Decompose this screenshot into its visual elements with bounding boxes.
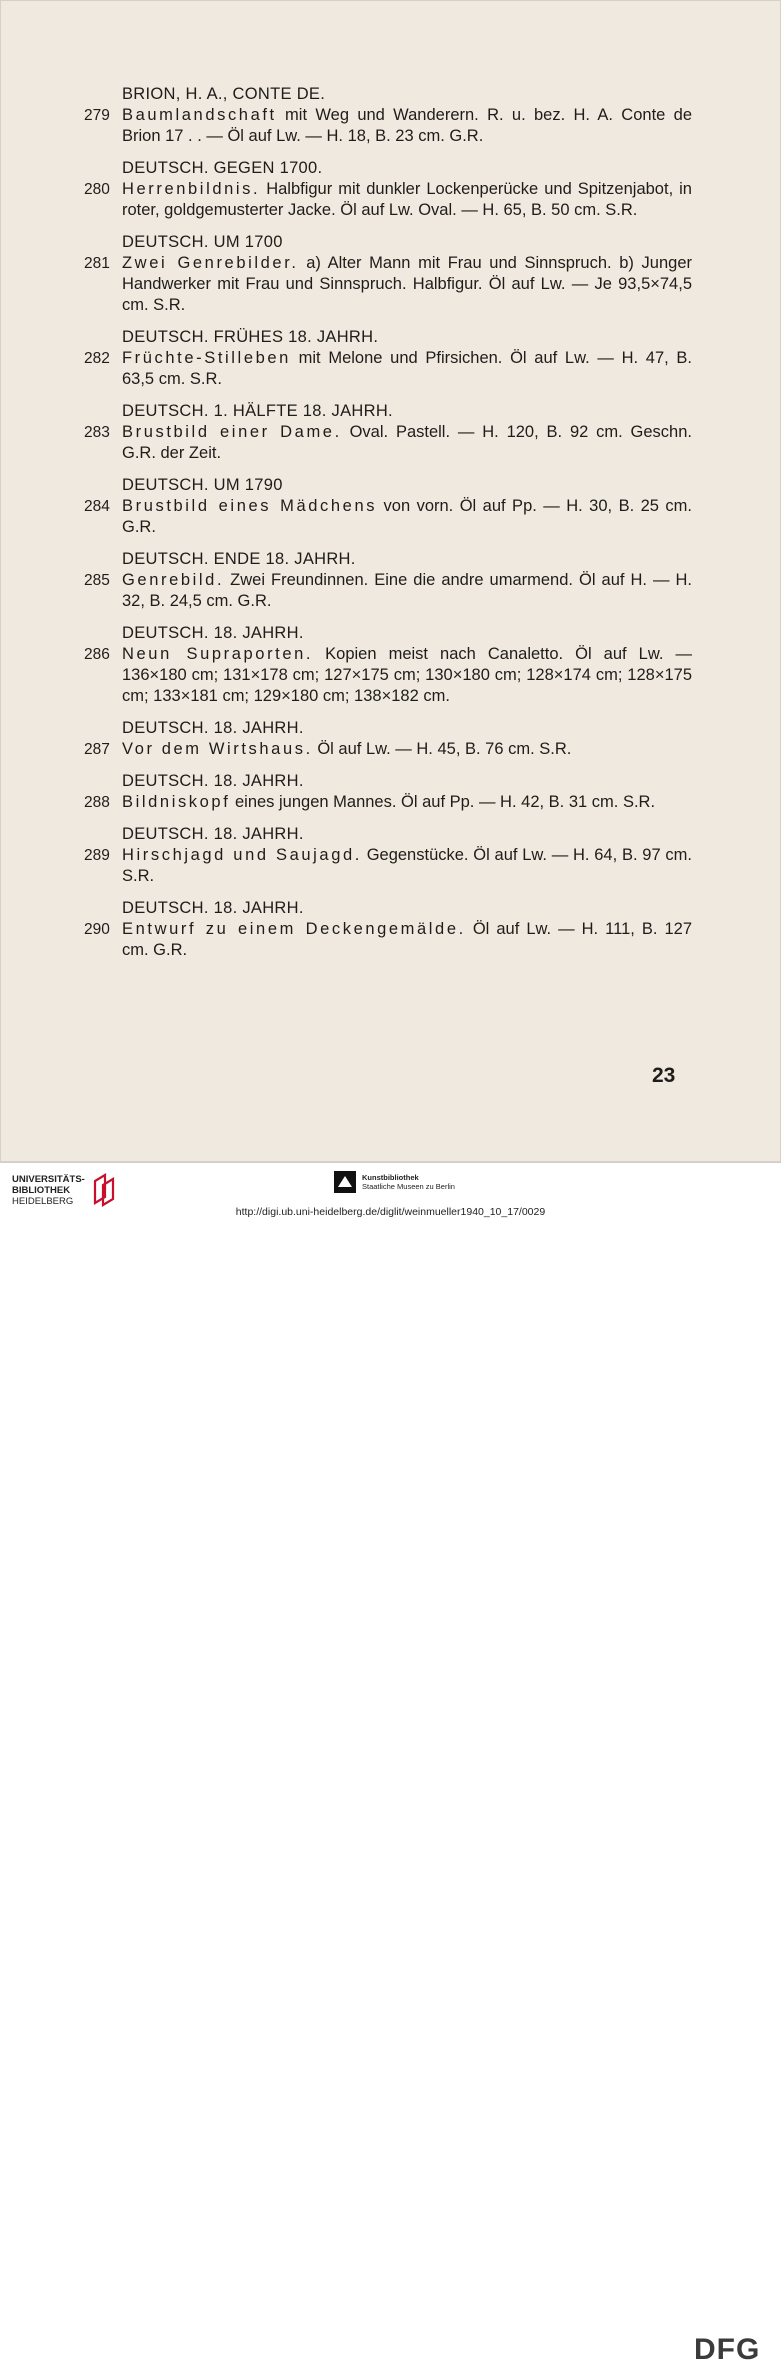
lot-details: Oval. Pastell. — H. 120, B. 92 cm. Geschn. G.R. der Zeit.	[122, 423, 692, 462]
kunstbibliothek-emblem-icon	[334, 1171, 356, 1193]
lot-details: mit Weg und Wanderern. R. u. bez. H. A. Conte de Brion 17 . . — Öl auf Lw. — H. 18, B. 23 cm. G.R.	[122, 106, 692, 145]
lot-description	[122, 739, 692, 760]
catalogue-entry	[84, 771, 692, 813]
artist-heading: DEUTSCH. 18. JAHRH.	[122, 899, 304, 917]
kunstbibliothek-logo[interactable]	[334, 1171, 455, 1193]
lot-description	[122, 644, 692, 707]
heidelberg-library-logo[interactable]	[12, 1173, 117, 1207]
lot-title: Herrenbildnis.	[122, 180, 261, 198]
page-number: 23	[652, 1064, 676, 1087]
kb-line-1: Kunstbibliothek	[362, 1173, 419, 1182]
artist-heading: DEUTSCH. 18. JAHRH.	[122, 624, 304, 642]
catalogue-entry	[84, 232, 692, 316]
library-emblem-icon	[91, 1173, 117, 1207]
lot-details: von vorn. Öl auf Pp. — H. 30, B. 25 cm. G.R.	[122, 497, 692, 536]
lot-number: 282	[84, 350, 110, 367]
lot-title: Baumlandschaft	[122, 106, 277, 124]
lot-title: Bildniskopf	[122, 793, 231, 811]
lot-number: 284	[84, 498, 110, 515]
lot-title: Zwei Genrebilder.	[122, 254, 299, 272]
lot-title: Vor dem Wirtshaus.	[122, 740, 313, 758]
catalogue-entry	[84, 718, 692, 760]
lot-description	[122, 179, 692, 221]
catalogue-entry	[84, 158, 692, 221]
lot-number: 290	[84, 921, 110, 938]
lot-details: Kopien meist nach Canaletto. Öl auf Lw. — 136×180 cm; 131×178 cm; 127×175 cm; 130×180 cm; 128×174 cm; 128×175 cm; 133×181 cm; 129×180 cm; 138×182 cm.	[122, 645, 692, 705]
artist-heading: DEUTSCH. 1. HÄLFTE 18. JAHRH.	[122, 402, 393, 420]
lot-description	[122, 105, 692, 147]
lot-title: Hirschjagd und Saujagd.	[122, 846, 362, 864]
artist-heading: DEUTSCH. 18. JAHRH.	[122, 719, 304, 737]
lot-title: Brustbild eines Mädchens	[122, 497, 378, 515]
dfg-logo[interactable]: DFG	[694, 2333, 761, 2366]
lot-number: 279	[84, 107, 110, 124]
catalogue-entry	[84, 824, 692, 887]
lot-description	[122, 496, 692, 538]
lot-description	[122, 845, 692, 887]
scanned-page	[0, 0, 781, 1162]
lot-details: Öl auf Lw. — H. 111, B. 127 cm. G.R.	[122, 920, 692, 959]
lot-description	[122, 919, 692, 961]
lot-details: Zwei Freundinnen. Eine die andre umarmend. Öl auf H. — H. 32, B. 24,5 cm. G.R.	[122, 571, 692, 610]
lot-title: Entwurf zu einem Deckengemälde.	[122, 920, 466, 938]
artist-heading: DEUTSCH. 18. JAHRH.	[122, 825, 304, 843]
lot-number: 283	[84, 424, 110, 441]
kb-line-2: Staatliche Museen zu Berlin	[362, 1182, 455, 1191]
lot-title: Brustbild einer Dame.	[122, 423, 342, 441]
lot-description	[122, 253, 692, 316]
catalogue-entry	[84, 401, 692, 464]
lot-details: Halbfigur mit dunkler Lockenperücke und Spitzenjabot, in roter, goldgemusterter Jacke. Öl auf Lw. Oval. — H. 65, B. 50 cm. S.R.	[122, 180, 692, 219]
lot-details: eines jungen Mannes. Öl auf Pp. — H. 42, B. 31 cm. S.R.	[230, 793, 656, 811]
lot-title: Früchte-Stilleben	[122, 349, 291, 367]
lot-details: Öl auf Lw. — H. 45, B. 76 cm. S.R.	[312, 740, 572, 758]
lot-number: 288	[84, 794, 110, 811]
lot-number: 287	[84, 741, 110, 758]
catalogue-entry	[84, 898, 692, 961]
lot-number: 280	[84, 181, 110, 198]
catalogue-entry	[84, 327, 692, 390]
uni-line-3: HEIDELBERG	[12, 1195, 74, 1207]
artist-heading: DEUTSCH. 18. JAHRH.	[122, 772, 304, 790]
catalogue-entry	[84, 84, 692, 147]
artist-heading: DEUTSCH. UM 1700	[122, 233, 283, 251]
artist-heading: DEUTSCH. FRÜHES 18. JAHRH.	[122, 328, 379, 346]
catalogue-entry	[84, 623, 692, 707]
artist-heading: DEUTSCH. UM 1790	[122, 476, 283, 494]
lot-number: 281	[84, 255, 110, 272]
lot-title: Genrebild.	[122, 571, 225, 589]
source-url-link[interactable]: http://digi.ub.uni-heidelberg.de/diglit/weinmueller1940_10_17/0029	[235, 1206, 546, 1218]
artist-heading: DEUTSCH. ENDE 18. JAHRH.	[122, 550, 356, 568]
uni-line-2: BIBLIOTHEK	[12, 1184, 71, 1196]
artist-heading: DEUTSCH. GEGEN 1700.	[122, 159, 323, 177]
lot-details: a) Alter Mann mit Frau und Sinnspruch. b) Junger Handwerker mit Frau und Sinnspruch. Halbfigur. Öl auf Lw. — Je 93,5×74,5 cm. S.R.	[122, 254, 692, 314]
artist-heading: BRION, H. A., CONTE DE.	[122, 85, 326, 103]
lot-title: Neun Supraporten.	[122, 645, 314, 663]
lot-details: Gegenstücke. Öl auf Lw. — H. 64, B. 97 cm. S.R.	[122, 846, 692, 885]
lot-description	[122, 570, 692, 612]
catalogue-entries	[84, 84, 692, 972]
lot-description	[122, 422, 692, 464]
catalogue-entry	[84, 549, 692, 612]
lot-number: 286	[84, 646, 110, 663]
lot-description	[122, 792, 692, 813]
lot-number: 285	[84, 572, 110, 589]
uni-line-1: UNIVERSITÄTS-	[12, 1173, 85, 1185]
lot-number: 289	[84, 847, 110, 864]
lot-description	[122, 348, 692, 390]
lot-details: mit Melone und Pfirsichen. Öl auf Lw. — H. 47, B. 63,5 cm. S.R.	[122, 349, 692, 388]
catalogue-entry	[84, 475, 692, 538]
